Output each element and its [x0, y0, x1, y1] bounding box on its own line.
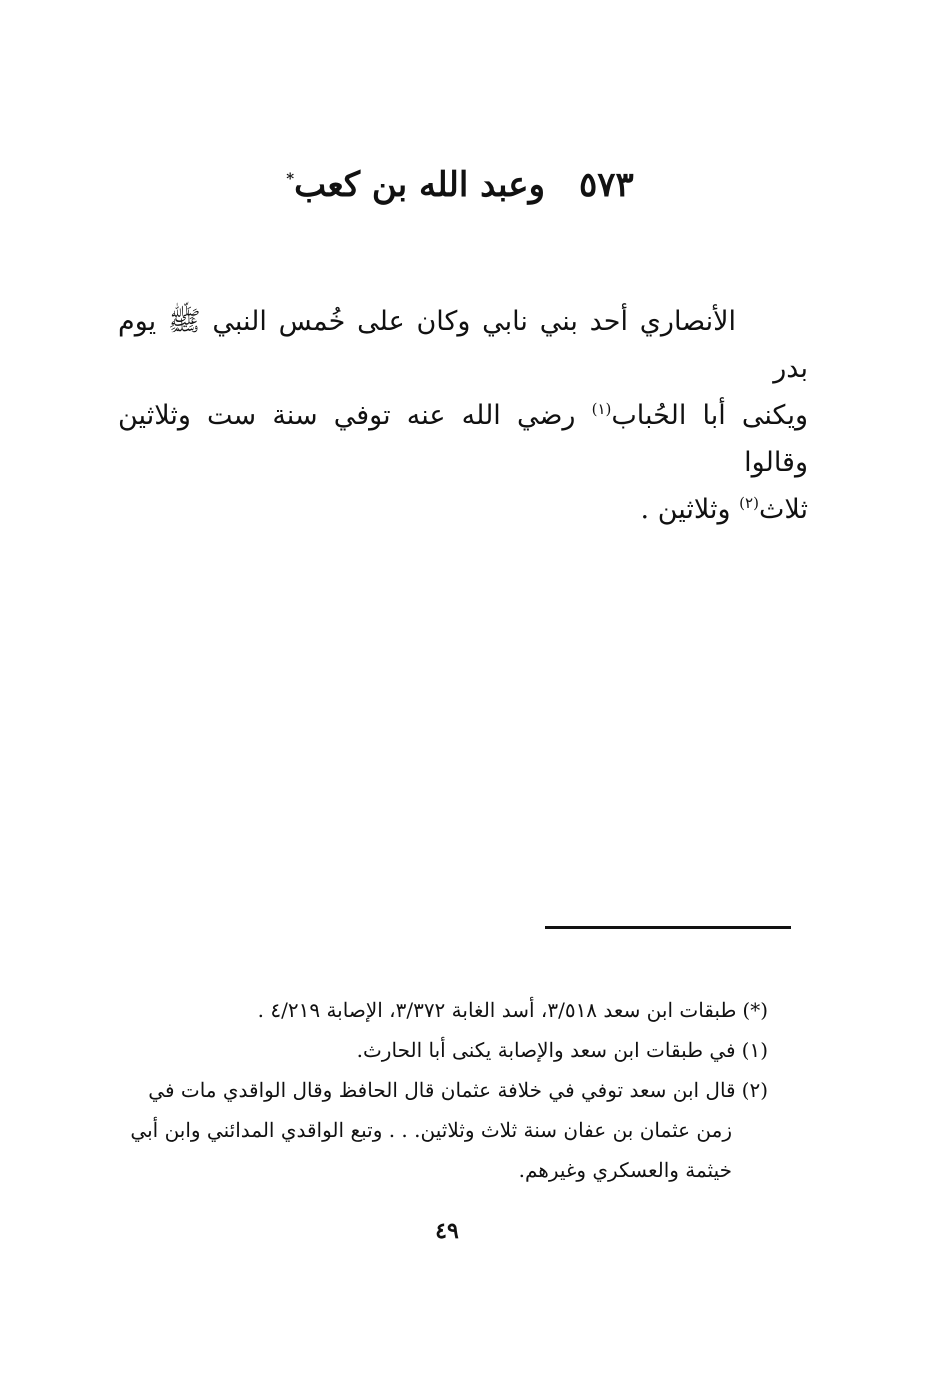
- page-number: ٤٩: [435, 1218, 459, 1244]
- footnote-star: [118, 990, 768, 1030]
- body-line-3-end: وثلاثين .: [640, 494, 740, 525]
- footnote-1: [118, 1030, 768, 1070]
- footnote-2-marker: (٢): [741, 1078, 768, 1102]
- entry-heading: [280, 160, 640, 210]
- body-line-3-start: ثلاث: [758, 494, 808, 525]
- heading-footnote-marker: *: [286, 169, 295, 188]
- footnote-1-marker: (١): [741, 1038, 768, 1062]
- entry-title: وعبد الله بن كعب: [294, 165, 545, 205]
- footnote-2-text: قال ابن سعد توفي في خلافة عثمان قال الحافظ وقال الواقدي مات في: [148, 1078, 736, 1102]
- footnote-ref-1: (١): [591, 400, 612, 418]
- footnote-2: [118, 1070, 768, 1190]
- footnote-1-text: في طبقات ابن سعد والإصابة يكنى أبا الحارث.: [356, 1038, 736, 1062]
- entry-number: ٥٧٣: [579, 165, 634, 205]
- body-line-2: [118, 392, 808, 486]
- body-line-2-start: ويكنى أبا الحُباب: [611, 400, 808, 431]
- footnotes: [118, 990, 768, 1190]
- footnote-star-marker: (*): [742, 998, 768, 1022]
- footnote-star-text: طبقات ابن سعد ٣/٥١٨، أسد الغابة ٣/٣٧٢، الإصابة ٤/٢١٩ .: [257, 998, 737, 1022]
- body-line-1: الأنصاري أحد بني نابي وكان على خُمس النبي ﷺ يوم بدر: [118, 306, 808, 384]
- footnote-separator: [545, 926, 791, 929]
- footnote-2-line-2: زمن عثمان بن عفان سنة ثلاث وثلاثين. . . وتبع الواقدي المدائني وابن أبي: [130, 1118, 732, 1142]
- body-line-3: [118, 486, 808, 533]
- body-line-2-end: رضي الله عنه توفي سنة ست وثلاثين وقالوا: [118, 400, 808, 478]
- footnote-ref-2: (٢): [739, 494, 759, 512]
- entry-body: [118, 298, 808, 533]
- footnote-2-line-3: خيثمة والعسكري وغيرهم.: [518, 1158, 732, 1182]
